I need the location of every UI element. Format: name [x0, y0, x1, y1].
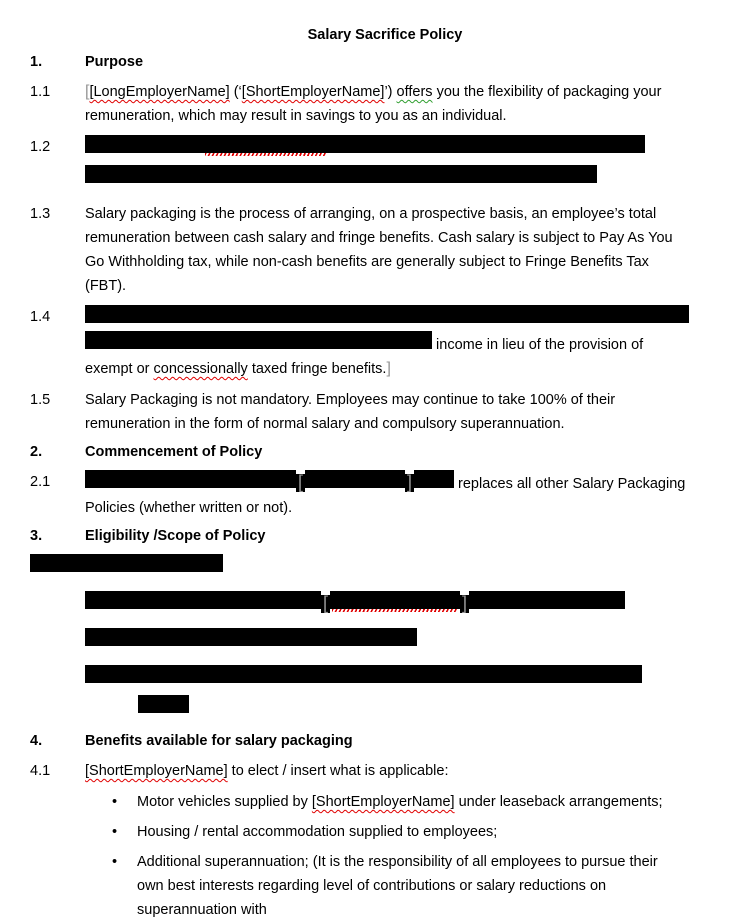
- content-control-bracket: [: [322, 593, 328, 613]
- document-title: Salary Sacrifice Policy: [307, 27, 463, 43]
- text-run: own best interests regarding level of contributions or salary reductions on: [137, 878, 607, 894]
- paragraph-text: [85, 80, 740, 128]
- section-heading-3: [30, 527, 740, 545]
- bullet-item-superannuation: [30, 850, 740, 922]
- text-run: Additional superannuation; (It is the responsibility of all employees to pursue their: [137, 854, 658, 870]
- redaction-bar: [85, 591, 321, 609]
- section-label: Eligibility /Scope of Policy: [85, 528, 266, 544]
- paragraph-text: [85, 388, 740, 436]
- paragraph-number: 1.5: [30, 392, 51, 408]
- section-number: 4.: [30, 733, 43, 749]
- text-run: to elect / insert what is applicable:: [227, 763, 449, 779]
- text-run: Salary packaging is the process of arranging, on a prospective basis, an employee’s total: [85, 206, 657, 222]
- section-label: Benefits available for salary packaging: [85, 733, 353, 749]
- spacer: [85, 695, 138, 713]
- redacted-block-b: [30, 591, 740, 621]
- text-run: replaces all other Salary Packaging: [454, 476, 686, 492]
- paragraph-number: 1.4: [30, 309, 51, 325]
- paragraph-text: [85, 305, 740, 381]
- spellcheck-underlined-text: [ShortEmployerName]: [85, 763, 228, 779]
- redaction-bar: [328, 135, 645, 153]
- paragraph-1-2-redacted: [30, 135, 740, 195]
- bullet-icon: •: [112, 854, 118, 870]
- paragraph-text: [85, 202, 740, 298]
- paragraph-2-1-partially-redacted: [30, 470, 740, 520]
- spellcheck-underlined-text: [ShortEmployerName]: [311, 794, 455, 810]
- paragraph-1-4-partially-redacted: [30, 305, 740, 381]
- redaction-bar: [469, 591, 625, 609]
- text-run: Housing / rental accommodation supplied to employees;: [137, 824, 498, 840]
- section-label: Purpose: [85, 54, 144, 70]
- redaction-bar: [85, 628, 417, 646]
- redaction-bar: [85, 470, 296, 488]
- text-run: Salary Packaging is not mandatory. Employees may continue to take 100% of their: [85, 392, 616, 408]
- paragraph-1-5: [30, 388, 740, 436]
- text-run: (‘: [229, 84, 242, 100]
- paragraph-1-1: [30, 80, 740, 128]
- bullet-text: [137, 850, 740, 922]
- redaction-bar: [30, 554, 223, 572]
- redacted-content: [85, 628, 740, 658]
- redaction-bar: [85, 135, 203, 153]
- text-run: remuneration in the form of normal salary and compulsory superannuation.: [85, 416, 565, 432]
- paragraph-number: 2.1: [30, 474, 51, 490]
- spellcheck-underlined-text: [ShortEmployerName]: [241, 84, 385, 100]
- text-run: under leaseback arrangements;: [454, 794, 663, 810]
- content-control-bracket: [: [85, 83, 90, 100]
- redaction-bar: [414, 470, 454, 488]
- text-run: Policies (whether written or not).: [85, 500, 293, 516]
- paragraph-number: 1.2: [30, 139, 51, 155]
- text-run: income in lieu of the provision of: [432, 337, 644, 353]
- text-run: superannuation with: [137, 902, 267, 918]
- redacted-content: [30, 554, 740, 584]
- bullet-text: [137, 820, 740, 844]
- redacted-block-a: [30, 554, 740, 584]
- paragraph-number: 4.1: [30, 763, 51, 779]
- section-heading-4: [30, 732, 740, 750]
- redaction-bar: [85, 305, 689, 323]
- spellcheck-underlined-text: [LongEmployerName]: [89, 84, 230, 100]
- text-run: Go Withholding tax, while non-cash benefits are generally subject to Fringe Benefits Tax: [85, 254, 649, 270]
- section-number: 1.: [30, 54, 43, 70]
- redaction-bar: [330, 591, 460, 609]
- paragraph-text: [85, 759, 740, 783]
- bullet-icon: •: [112, 794, 118, 810]
- bullet-item-motor-vehicles: [30, 790, 740, 814]
- bullet-item-housing: [30, 820, 740, 844]
- section-heading-2: [30, 443, 740, 461]
- section-label: Commencement of Policy: [85, 444, 263, 460]
- content-control-bracket: ]: [406, 472, 412, 492]
- section-number: 2.: [30, 444, 43, 460]
- paragraph-number: 1.3: [30, 206, 51, 222]
- bullet-text: [137, 790, 740, 814]
- redacted-content: [85, 591, 740, 621]
- text-run: ’): [384, 84, 397, 100]
- redacted-content: [85, 135, 740, 195]
- paragraph-4-1: [30, 759, 740, 783]
- section-heading-1: [30, 53, 740, 71]
- text-run: taxed fringe benefits.: [247, 361, 387, 377]
- content-control-bracket: ]: [461, 593, 467, 613]
- redaction-bar: [305, 470, 405, 488]
- grammar-underlined-text: offers: [396, 84, 433, 100]
- text-run: (FBT).: [85, 278, 127, 294]
- text-run: exempt or: [85, 361, 154, 377]
- text-run: remuneration between cash salary and fringe benefits. Cash salary is subject to Pay As You: [85, 230, 673, 246]
- redaction-bar: [85, 665, 642, 683]
- redacted-content: [85, 665, 740, 725]
- text-run: Motor vehicles supplied by: [137, 794, 312, 810]
- redaction-bar: [203, 135, 328, 153]
- paragraph-text: [85, 470, 740, 520]
- section-number: 3.: [30, 528, 43, 544]
- text-run: you the flexibility of packaging your: [432, 84, 662, 100]
- spellcheck-underlined-text: concessionally: [153, 361, 248, 377]
- content-control-bracket: [: [297, 472, 303, 492]
- content-control-bracket: ]: [386, 360, 391, 377]
- redaction-bar: [85, 165, 597, 183]
- paragraph-1-3: [30, 202, 740, 298]
- redaction-bar: [138, 695, 189, 713]
- redacted-block-d: [30, 665, 740, 725]
- bullet-icon: •: [112, 824, 118, 840]
- redaction-bar: [85, 331, 432, 349]
- text-run: remuneration, which may result in savings to you as an individual.: [85, 108, 507, 124]
- redacted-block-c: [30, 628, 740, 658]
- paragraph-number: 1.1: [30, 84, 51, 100]
